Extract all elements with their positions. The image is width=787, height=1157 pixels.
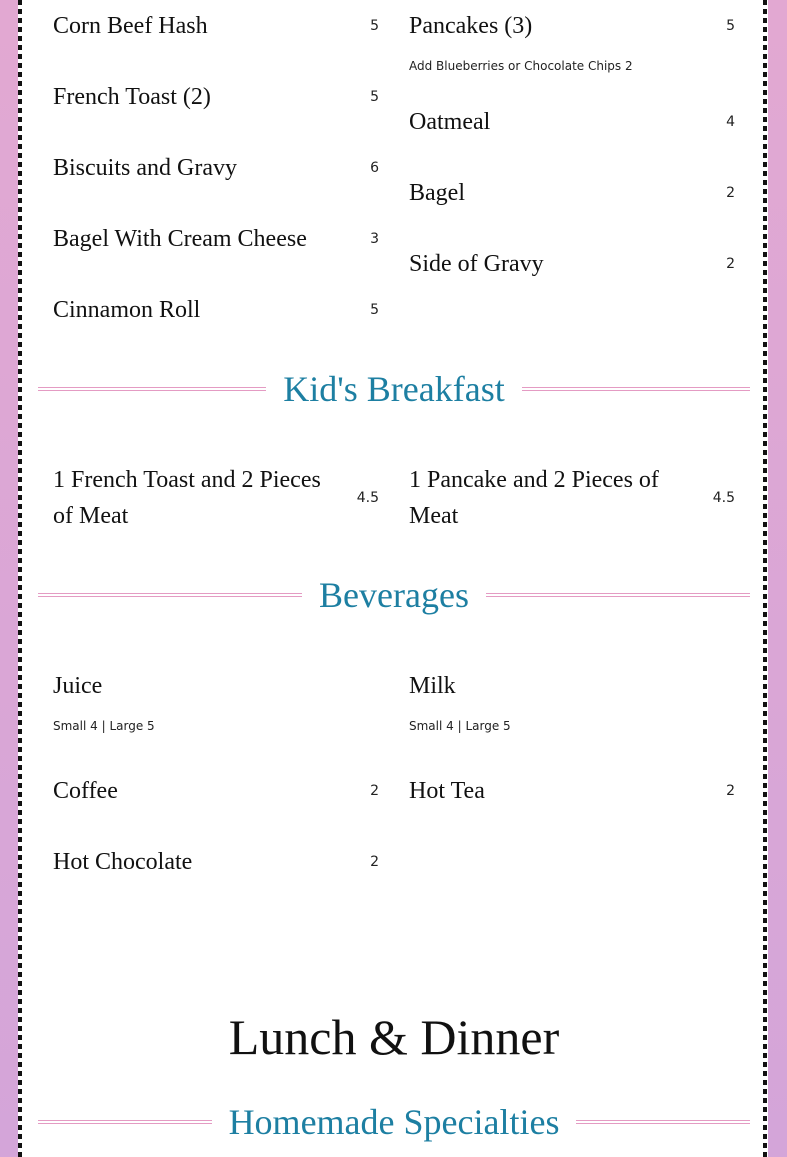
heading-rule-left: [38, 1120, 212, 1124]
item-name: 1 Pancake and 2 Pieces of Meat: [409, 467, 659, 529]
kids-right-column: [394, 462, 750, 534]
heading-rule-right: [576, 1120, 750, 1124]
menu-page: [38, 0, 750, 1157]
item-price: 4.5: [356, 490, 379, 506]
menu-item: [53, 668, 379, 704]
item-note: Add Blueberries or Chocolate Chips 2: [409, 59, 633, 73]
right-dashed-border: [763, 0, 767, 1157]
item-name: Hot Chocolate: [53, 849, 193, 875]
breakfast-left-column: [38, 8, 394, 328]
beverages-right-column: [394, 668, 750, 880]
heading-rule-left: [38, 593, 302, 597]
right-decorative-border: [768, 0, 787, 1157]
item-name: Milk: [409, 673, 456, 699]
menu-item: [53, 844, 379, 880]
menu-item: [409, 246, 735, 282]
item-price: 3: [370, 231, 379, 247]
item-price: 2: [726, 783, 735, 799]
kids-breakfast-heading: [38, 367, 750, 411]
menu-item: [409, 773, 735, 809]
item-name: Biscuits and Gravy: [53, 155, 237, 181]
heading-rule-left: [38, 387, 266, 391]
item-name: Corn Beef Hash: [53, 13, 208, 39]
item-price: 2: [370, 854, 379, 870]
item-name: Juice: [53, 673, 103, 699]
item-name: Hot Tea: [409, 778, 485, 804]
heading-rule-right: [522, 387, 750, 391]
menu-item: [409, 8, 735, 44]
menu-item: [53, 79, 379, 115]
menu-item: [53, 8, 379, 44]
menu-item: [53, 462, 379, 534]
item-name: Oatmeal: [409, 109, 491, 135]
item-name: Coffee: [53, 778, 118, 804]
beverages-section: [38, 668, 750, 880]
item-price: 5: [370, 18, 379, 34]
kids-breakfast-section: [38, 462, 750, 534]
item-price: 4: [726, 114, 735, 130]
menu-item: [53, 150, 379, 186]
menu-item: [53, 221, 379, 257]
menu-item: [53, 773, 379, 809]
heading-rule-right: [486, 593, 750, 597]
item-note: Small 4 | Large 5: [409, 719, 511, 733]
item-price: 2: [726, 256, 735, 272]
item-price: 2: [370, 783, 379, 799]
breakfast-section: [38, 8, 750, 328]
left-dashed-border: [18, 0, 22, 1157]
left-decorative-border: [0, 0, 18, 1157]
item-price: 4.5: [712, 490, 735, 506]
item-price: 5: [370, 302, 379, 318]
item-name: Bagel With Cream Cheese: [53, 226, 307, 252]
item-name: Bagel: [409, 180, 465, 206]
section-title: Beverages: [319, 575, 469, 615]
item-price: 6: [370, 160, 379, 176]
item-name: 1 French Toast and 2 Pieces of Meat: [53, 467, 321, 529]
item-name: Side of Gravy: [409, 251, 544, 277]
homemade-specialties-heading: [38, 1100, 750, 1144]
lunch-dinner-title: Lunch & Dinner: [228, 1009, 560, 1065]
menu-item: [409, 462, 735, 534]
item-name: French Toast (2): [53, 84, 211, 110]
menu-item: [409, 668, 735, 704]
section-title: Homemade Specialties: [228, 1102, 560, 1142]
item-name: Cinnamon Roll: [53, 297, 201, 323]
menu-item: [409, 104, 735, 140]
beverages-heading: [38, 573, 750, 617]
item-price: 5: [726, 18, 735, 34]
item-price: 2: [726, 185, 735, 201]
item-name: Pancakes (3): [409, 13, 533, 39]
section-title: Kid's Breakfast: [283, 369, 505, 409]
item-price: 5: [370, 89, 379, 105]
item-note: Small 4 | Large 5: [53, 719, 155, 733]
menu-item: [409, 175, 735, 211]
menu-item: [53, 292, 379, 328]
beverages-left-column: [38, 668, 394, 880]
kids-left-column: [38, 462, 394, 534]
breakfast-right-column: [394, 8, 750, 328]
